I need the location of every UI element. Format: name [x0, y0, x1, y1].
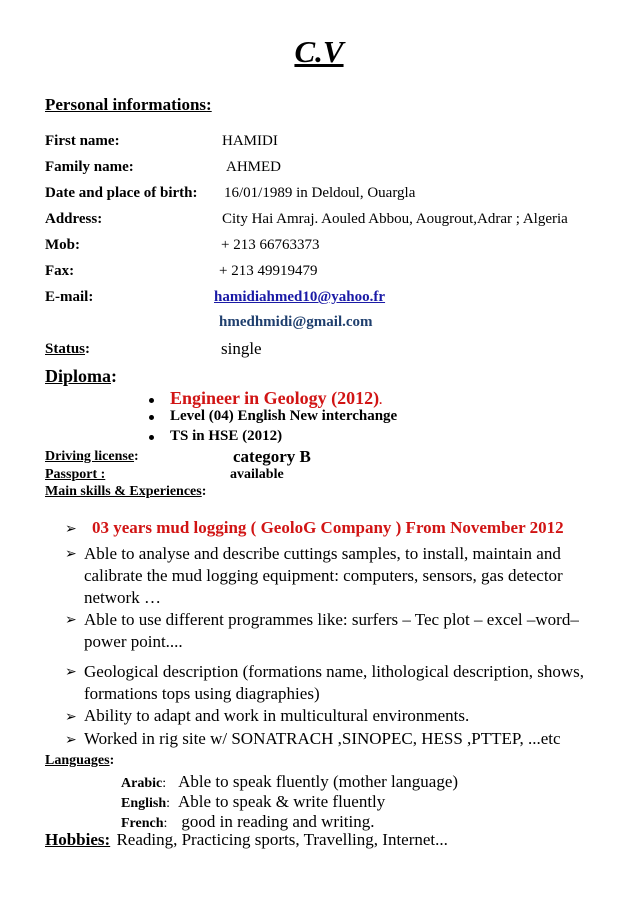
cv-title: C.V: [294, 34, 344, 69]
address-label: Address:: [45, 211, 103, 227]
birth-label: Date and place of birth:: [45, 185, 198, 201]
status-value: single: [221, 339, 262, 358]
bullet-dot: [149, 398, 154, 403]
fax-value: + 213 49919479: [219, 263, 318, 279]
hobbies-label: Hobbies:: [45, 830, 111, 849]
diploma-item-1: Engineer in Geology (2012): [170, 388, 380, 408]
skill-item-3: Able to use different programmes like: surfers – Tec plot – excel –word– power point....: [84, 610, 579, 651]
arrow-bullet-icon: ➢: [65, 733, 77, 748]
passport-value: available: [230, 467, 284, 482]
skill-item-5: Ability to adapt and work in multicultural environments.: [84, 706, 470, 725]
bullet-dot: [149, 435, 154, 440]
family-name-label: Family name:: [45, 159, 134, 175]
email-link-primary[interactable]: hamidiahmed10@yahoo.fr: [214, 289, 386, 305]
status-label: Status: [45, 341, 86, 357]
hobbies-value: Reading, Practicing sports, Travelling, Internet...: [116, 830, 448, 849]
address-value: City Hai Amraj. Aouled Abbou, Aougrout,Adrar ; Algeria: [222, 211, 568, 227]
language-arabic-value: Able to speak fluently (mother language): [178, 772, 459, 791]
languages-heading: Languages: [45, 753, 110, 768]
driving-value: category B: [233, 447, 311, 466]
family-name-value: AHMED: [226, 159, 281, 175]
first-name-label: First name:: [45, 133, 120, 149]
diploma-item-2: Level (04) English New interchange: [170, 408, 398, 424]
skills-heading: Main skills & Experiences: [45, 484, 202, 499]
arrow-bullet-icon: ➢: [65, 547, 77, 562]
diploma-item-3: TS in HSE (2012): [170, 428, 283, 444]
skill-item-2: Able to analyse and describe cuttings samples, to install, maintain and calibrate the mud logging equipment: computers, sensors, gas detector network …: [84, 544, 563, 607]
language-english-label: English: [121, 796, 167, 811]
passport-label: Passport :: [45, 467, 106, 482]
language-english-value: Able to speak & write fluently: [178, 792, 386, 811]
skill-item-4: Geological description (formations name, lithological description, shows, formations tops using diagraphies): [84, 662, 584, 703]
diploma-heading: Diploma: [45, 366, 112, 386]
bullet-dot: [149, 415, 154, 420]
email-label: E-mail:: [45, 289, 94, 305]
mob-value: + 213 66763373: [221, 237, 320, 253]
fax-label: Fax:: [45, 263, 75, 279]
email-secondary: hmedhmidi@gmail.com: [219, 314, 373, 330]
arrow-bullet-icon: ➢: [65, 710, 77, 725]
mob-label: Mob:: [45, 237, 80, 253]
language-french-label: French: [121, 816, 164, 831]
first-name-value: HAMIDI: [222, 133, 278, 149]
driving-label: Driving license: [45, 449, 135, 464]
arrow-bullet-icon: ➢: [65, 665, 77, 680]
language-french-value: good in reading and writing.: [181, 812, 375, 831]
skill-item-6: Worked in rig site w/ SONATRACH ,SINOPEC, HESS ,PTTEP, ...etc: [84, 729, 561, 748]
personal-heading: Personal informations: [45, 95, 207, 114]
arrow-bullet-icon: ➢: [65, 613, 77, 628]
language-arabic-label: Arabic: [121, 776, 163, 791]
skill-item-1: 03 years mud logging ( GeoloG Company ) From November 2012: [92, 518, 564, 537]
arrow-bullet-icon: ➢: [65, 522, 77, 537]
birth-value: 16/01/1989 in Deldoul, Ouargla: [224, 185, 416, 201]
